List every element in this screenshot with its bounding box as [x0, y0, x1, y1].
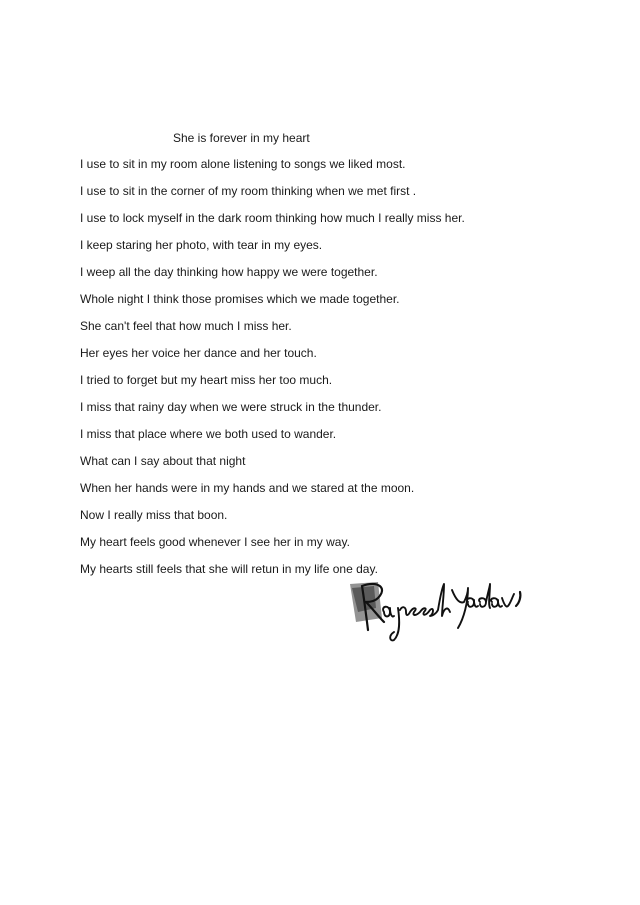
poem-line: Her eyes her voice her dance and her touch. [80, 346, 317, 360]
poem-line: I miss that place where we both used to wander. [80, 427, 337, 441]
poem-line: I use to lock myself in the dark room thinking how much I really miss her. [80, 211, 465, 225]
poem-line: I use to sit in the corner of my room thinking when we met first . [80, 184, 417, 198]
poem-title: She is forever in my heart [173, 131, 310, 145]
poem-lines [80, 156, 465, 588]
poem-line: I weep all the day thinking how happy we were together. [80, 265, 378, 279]
handwritten-signature [348, 578, 528, 648]
poem-line: Whole night I think those promises which we made together. [80, 292, 400, 306]
poem-line: I tried to forget but my heart miss her too much. [80, 373, 333, 387]
poem-line: Now I really miss that boon. [80, 508, 228, 522]
poem-line: My heart feels good whenever I see her in my way. [80, 535, 350, 549]
poem-line: What can I say about that night [80, 454, 246, 468]
poem-line: When her hands were in my hands and we stared at the moon. [80, 481, 415, 495]
poem-line: I use to sit in my room alone listening to songs we liked most. [80, 157, 406, 171]
poem-line: My hearts still feels that she will retun in my life one day. [80, 562, 378, 576]
poem-line: I miss that rainy day when we were struck in the thunder. [80, 400, 382, 414]
poem-line: She can't feel that how much I miss her. [80, 319, 292, 333]
poem-line: I keep staring her photo, with tear in my eyes. [80, 238, 323, 252]
